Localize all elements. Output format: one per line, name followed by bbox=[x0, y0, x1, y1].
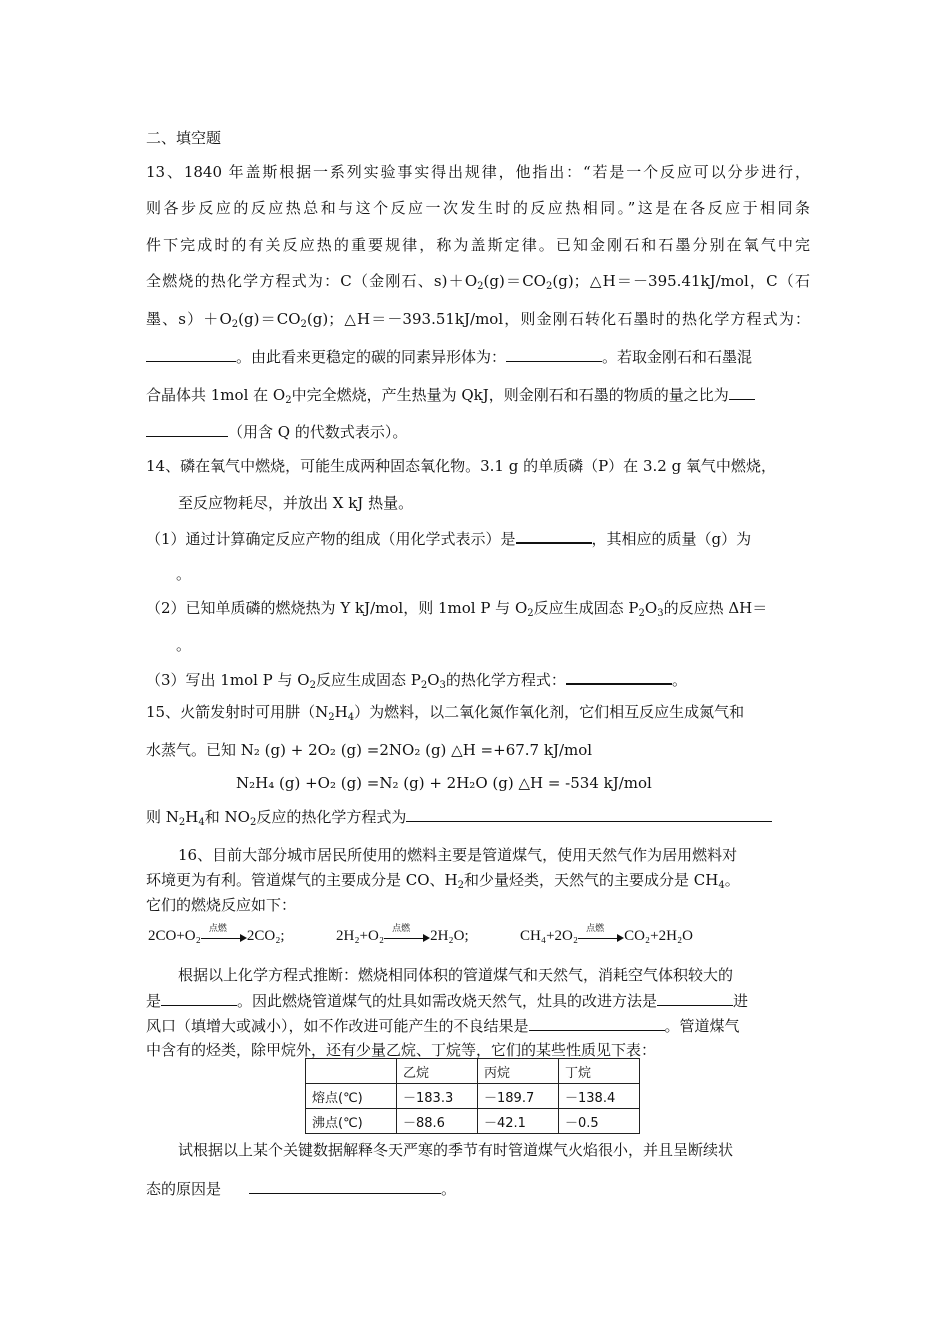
q16-line-6: 风口（填增大或减小），如不作改进可能产生的不良结果是 。管道煤气 bbox=[146, 1017, 740, 1035]
reaction-arrow-icon: 点燃 bbox=[384, 931, 430, 943]
q13-blank-ratio-end[interactable] bbox=[146, 421, 228, 437]
combustion-equations bbox=[146, 924, 746, 952]
q16-blank-reason[interactable] bbox=[249, 1178, 441, 1194]
q14-part-3: （3）写出 1mol P 与 $O_2$反应生成固态 $P_2O_3$的热化学方程式： 。 bbox=[146, 668, 687, 690]
table-cell: 熔点(℃) bbox=[306, 1084, 397, 1109]
table-header-cell: 乙烷 bbox=[397, 1059, 478, 1084]
table-header-cell: 丙烷 bbox=[478, 1059, 559, 1084]
q13-line-1: 13、1840 年盖斯根据一系列实验事实得出规律，他指出：“若是一个反应可以分步进行， bbox=[146, 163, 810, 181]
q14-part-2-end: 。 bbox=[176, 636, 192, 654]
q13-line-4: 全燃烧的热化学方程式为：C（金刚石、$s)+O_2(g)=CO_2(g)$；△H＝－395.41kJ/mol，C（石 bbox=[146, 272, 810, 292]
q16-line-4: 根据以上化学方程式推断：燃烧相同体积的管道煤气和天然气，消耗空气体积较大的 bbox=[178, 966, 734, 984]
hydrocarbon-properties-table bbox=[305, 1058, 640, 1134]
q13-blank-ratio-start[interactable] bbox=[729, 384, 755, 400]
equation-h2: 2H₂+O₂ 点燃 2H₂O; bbox=[336, 923, 469, 944]
q16-line-5: 是 。因此燃烧管道煤气的灶具如需改烧天然气，灶具的改进方法是 进 bbox=[146, 992, 749, 1010]
q15-line-2: 水蒸气。已知 N₂ (g) + 2O₂ (g) =2NO₂ (g) △H =+67.7 kJ/mol bbox=[146, 741, 593, 759]
table-row bbox=[306, 1084, 640, 1109]
table-cell: －42.1 bbox=[478, 1109, 559, 1134]
q13-line-5: 墨、$s)+O_2(g)=CO_2(g)$；△H＝－393.51kJ/mol，则金刚石转化石墨时的热化学方程式为： bbox=[146, 310, 810, 330]
q13-blank-allotrope[interactable] bbox=[506, 346, 602, 362]
reaction-arrow-icon: 点燃 bbox=[578, 931, 624, 943]
equation-co: 2CO+O₂ 点燃 2CO₂; bbox=[148, 923, 285, 944]
table-cell: －189.7 bbox=[478, 1084, 559, 1109]
q15-line-4: 则 $N_2H_4$和 $NO_2$反应的热化学方程式为 bbox=[146, 806, 772, 827]
q14-part-2: （2）已知单质磷的燃烧热为 Y kJ/mol，则 1mol P 与 $O_2$反应生成固态 $P_2O_3$的反应热 ΔH＝ bbox=[146, 599, 768, 619]
q13-line-6: 。由此看来更稳定的碳的同素异形体为： 。若取金刚石和石墨混 bbox=[146, 346, 752, 367]
table-header-cell: 丁烷 bbox=[559, 1059, 640, 1084]
q14-line-2: 至反应物耗尽，并放出 X kJ 热量。 bbox=[178, 494, 414, 512]
reaction-arrow-icon: 点燃 bbox=[201, 931, 247, 943]
q13-line-2: 则各步反应的反应热总和与这个反应一次发生时的反应热相同。”这是在各反应于相同条 bbox=[146, 199, 810, 217]
q13-line-3: 件下完成时的有关反应热的重要规律，称为盖斯定律。已知金刚石和石墨分别在氧气中完 bbox=[146, 236, 810, 254]
q16-line-7: 中含有的烃类，除甲烷外，还有少量乙烷、丁烷等，它们的某些性质见下表： bbox=[146, 1041, 657, 1059]
q16-blank-result[interactable] bbox=[529, 1015, 665, 1031]
q16-line-8: 试根据以上某个关键数据解释冬天严寒的季节有时管道煤气火焰很小，并且呈断续状 bbox=[178, 1141, 734, 1159]
q16-blank-fuel[interactable] bbox=[161, 990, 237, 1006]
q15-line-1: 15、火箭发射时可用肼$(N_2H_4)$为燃料，以二氧化氮作氧化剂，它们相互反应生成氮气和 bbox=[146, 703, 745, 723]
table-cell: －138.4 bbox=[559, 1084, 640, 1109]
table-cell: －88.6 bbox=[397, 1109, 478, 1134]
table-cell: －0.5 bbox=[559, 1109, 640, 1134]
q14-blank-composition[interactable] bbox=[516, 527, 592, 544]
q14-blank-equation[interactable] bbox=[566, 668, 672, 685]
q13-blank-equation[interactable] bbox=[146, 346, 236, 362]
table-header-cell bbox=[306, 1059, 397, 1084]
table-cell: 沸点(℃) bbox=[306, 1109, 397, 1134]
q14-part-1: （1）通过计算确定反应产物的组成（用化学式表示）是 ，其相应的质量（g）为 bbox=[146, 527, 751, 549]
q16-blank-adjust[interactable] bbox=[657, 990, 733, 1006]
q16-line-3: 它们的燃烧反应如下： bbox=[146, 896, 297, 914]
q14-line-1: 14、磷在氧气中燃烧，可能生成两种固态氧化物。3.1 g 的单质磷（P）在 3.2 g 氧气中燃烧， bbox=[146, 457, 776, 475]
table-header-row bbox=[306, 1059, 640, 1084]
q15-line-3: N₂H₄ (g) +O₂ (g) =N₂ (g) + 2H₂O (g) △H = -534 kJ/mol bbox=[236, 774, 652, 792]
q13-line-8: （用含 Q 的代数式表示）。 bbox=[146, 421, 407, 442]
table-row bbox=[306, 1109, 640, 1134]
q16-line-2: 环境更为有利。管道煤气的主要成分是 CO、$H_2$和少量烃类，天然气的主要成分是 $CH_4$。 bbox=[146, 871, 740, 891]
q14-part-1-end: 。 bbox=[176, 565, 192, 583]
q16-line-1: 16、目前大部分城市居民所使用的燃料主要是管道煤气，使用天然气作为居用燃料对 bbox=[178, 846, 738, 864]
table-cell: －183.3 bbox=[397, 1084, 478, 1109]
equation-ch4: CH₄+2O₂ 点燃 CO₂+2H₂O bbox=[520, 923, 694, 944]
q16-line-9: 态的原因是 。 bbox=[146, 1180, 457, 1198]
q13-line-7: 合晶体共 1mol 在 $O_2$中完全燃烧，产生热量为 QkJ，则金刚石和石墨的物质的量之比为 bbox=[146, 384, 755, 405]
q15-blank-equation[interactable] bbox=[406, 806, 772, 822]
section-title: 二、填空题 bbox=[146, 129, 222, 147]
